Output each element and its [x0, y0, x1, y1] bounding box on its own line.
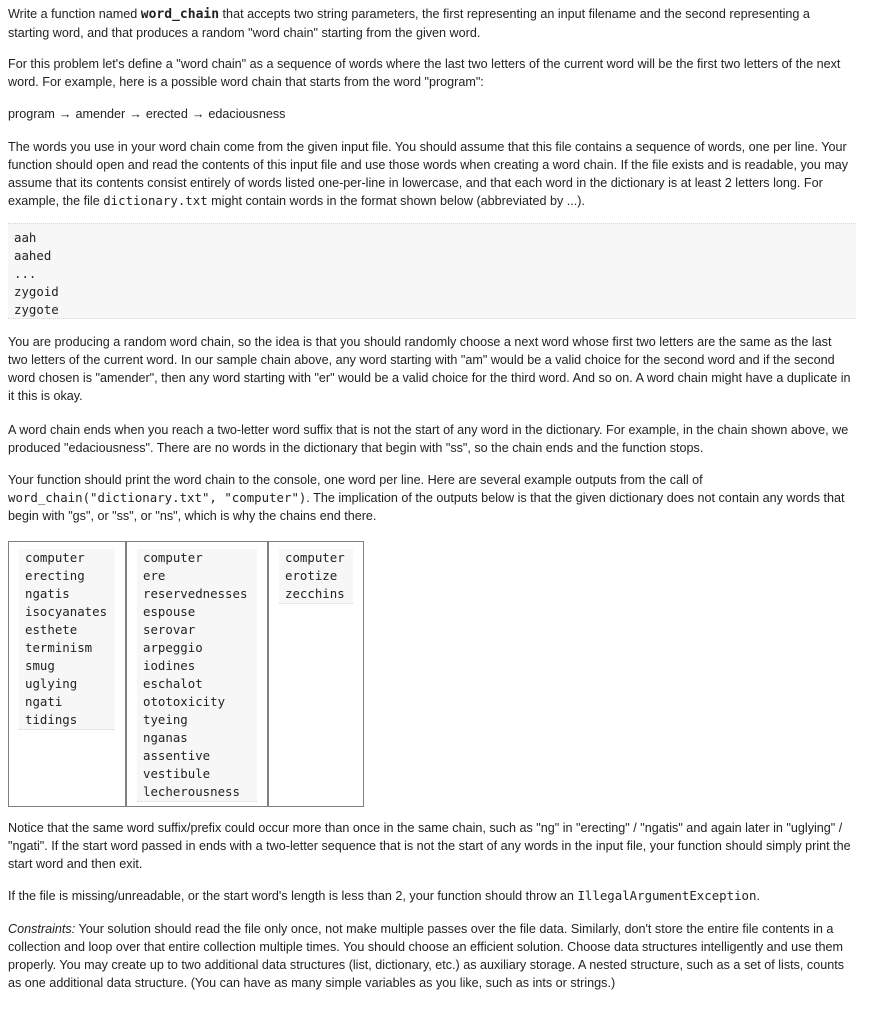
output-word: eschalot	[143, 676, 203, 691]
constraints-paragraph	[8, 920, 854, 992]
output-word: ngatis	[25, 586, 70, 601]
constraints-text: Your solution should read the file only once, not make multiple passes over the file data. Similarly, don't store the entire file contents in a collection and loop over that entire collection multiple times. You should choose an efficient solution. Choose data structures intelligently and use them properly. You may create up to two additional data structures (list, dictionary, etc.) as auxiliary storage. A nested structure, such as a set of lists, counts as one additional data structure. (You can have as many simple variables as you like, such as ints or strings.)	[8, 922, 845, 990]
exception-name: IllegalArgumentException	[577, 888, 757, 903]
output-word: nganas	[143, 730, 188, 745]
example-chain-word: edaciousness	[208, 107, 286, 121]
output-word: isocyanates	[25, 604, 108, 619]
output-word: esthete	[25, 622, 78, 637]
output-text-2: . The implication of the outputs below is that the given dictionary does not contain any words that begin with "gs", or "ss", or "ns", which is why the chains end there.	[8, 491, 845, 523]
input-file-paragraph	[8, 138, 854, 210]
example-chain-word: amender	[75, 107, 126, 121]
definition-paragraph: For this problem let's define a "word chain" as a sequence of words where the last two letters of the current word will be the first two letters of the next word. For example, here is a possible word chain that starts from the word "program":	[8, 57, 841, 89]
example-call: word_chain("dictionary.txt", "computer")	[8, 490, 307, 505]
dictionary-line: ...	[14, 266, 37, 281]
output-word: smug	[25, 658, 55, 673]
example-output-column	[9, 542, 127, 806]
example-chain-word: program	[8, 107, 55, 121]
arrow-icon: →	[129, 107, 142, 121]
exception-text-2: .	[756, 889, 760, 903]
arrow-icon: →	[191, 107, 205, 121]
intro-text-2: that accepts two string parameters, the first representing an input filename and the second representing a starting word, and that produces a random "word chain" starting from the given word.	[8, 7, 810, 40]
example-chain	[8, 105, 854, 123]
output-word: computer	[285, 550, 345, 565]
output-word: zecchins	[285, 586, 345, 601]
output-word: computer	[143, 550, 203, 565]
intro-paragraph	[8, 5, 854, 42]
example-chain-word: erected	[145, 107, 188, 121]
output-word: espouse	[143, 604, 196, 619]
output-word: lecherousness	[143, 784, 240, 799]
intro-text-1: Write a function named	[8, 7, 141, 21]
function-name: word_chain	[140, 7, 220, 22]
output-word: terminism	[25, 640, 93, 655]
output-paragraph	[8, 471, 854, 525]
dictionary-filename: dictionary.txt	[103, 193, 208, 208]
input-file-text-2: might contain words in the format shown below (abbreviated by ...).	[207, 194, 585, 208]
dictionary-line: zygoid	[14, 284, 59, 299]
output-text-1: Your function should print the word chain to the console, one word per line. Here are several example outputs from the call of	[8, 473, 703, 487]
exception-text-1: If the file is missing/unreadable, or the start word's length is less than 2, your function should throw an	[8, 889, 578, 903]
example-output-column	[127, 542, 269, 806]
chain-end-paragraph: A word chain ends when you reach a two-letter word suffix that is not the start of any word in the dictionary. For example, in the chain shown above, we produced "edaciousness". There are no words in the dictionary that begin with "ss", so the chain ends and the function stops.	[8, 423, 849, 455]
output-word: arpeggio	[143, 640, 203, 655]
constraints-label: Constraints:	[8, 922, 76, 936]
input-file-text-1: The words you use in your word chain come from the given input file. You should assume that this file contains a sequence of words, one per line. Your function should open and read the contents of this input file and use those words when creating a word chain. If the file exists and is readable, you may assume that its contents consist entirely of words listed one-per-line in lowercase, and that each word in the dictionary is at least 2 letters long. For example, the file	[8, 140, 849, 208]
dictionary-sample-block	[8, 223, 856, 319]
output-word: erotize	[285, 568, 338, 583]
output-word: tidings	[25, 712, 78, 727]
output-word: uglying	[25, 676, 78, 691]
output-word: reservednesses	[143, 586, 248, 601]
dictionary-line: aahed	[14, 248, 52, 263]
output-word: ere	[143, 568, 166, 583]
output-word: ngati	[25, 694, 63, 709]
output-word: erecting	[25, 568, 85, 583]
random-chain-paragraph: You are producing a random word chain, so the idea is that you should randomly choose a next word whose first two letters are the same as the last two letters of the current word. In our sample chain above, any word starting with "am" would be a valid choice for the second word and if the second word chosen is "amender", then any word starting with "er" would be a valid choice for the third word. And so on. A word chain might have a duplicate in it this is okay.	[8, 335, 851, 403]
example-output-block	[19, 549, 115, 730]
output-word: computer	[25, 550, 85, 565]
example-output-column	[269, 542, 363, 806]
dictionary-line: aah	[14, 230, 37, 245]
example-outputs-table	[8, 541, 364, 807]
output-word: assentive	[143, 748, 211, 763]
arrow-icon: →	[58, 107, 72, 121]
output-word: tyeing	[143, 712, 188, 727]
output-word: serovar	[143, 622, 196, 637]
example-output-block	[137, 549, 257, 802]
exception-paragraph	[8, 887, 854, 905]
notice-paragraph: Notice that the same word suffix/prefix could occur more than once in the same chain, such as "ng" in "erecting" / "ngatis" and again later in "uglying" / "ngati". If the start word passed in ends with a two-letter sequence that is not the start of any words in the input file, your function should simply print the start word and then exit.	[8, 821, 851, 871]
output-word: vestibule	[143, 766, 211, 781]
dictionary-line: zygote	[14, 302, 59, 317]
output-word: ototoxicity	[143, 694, 226, 709]
output-word: iodines	[143, 658, 196, 673]
example-output-block	[279, 549, 353, 604]
